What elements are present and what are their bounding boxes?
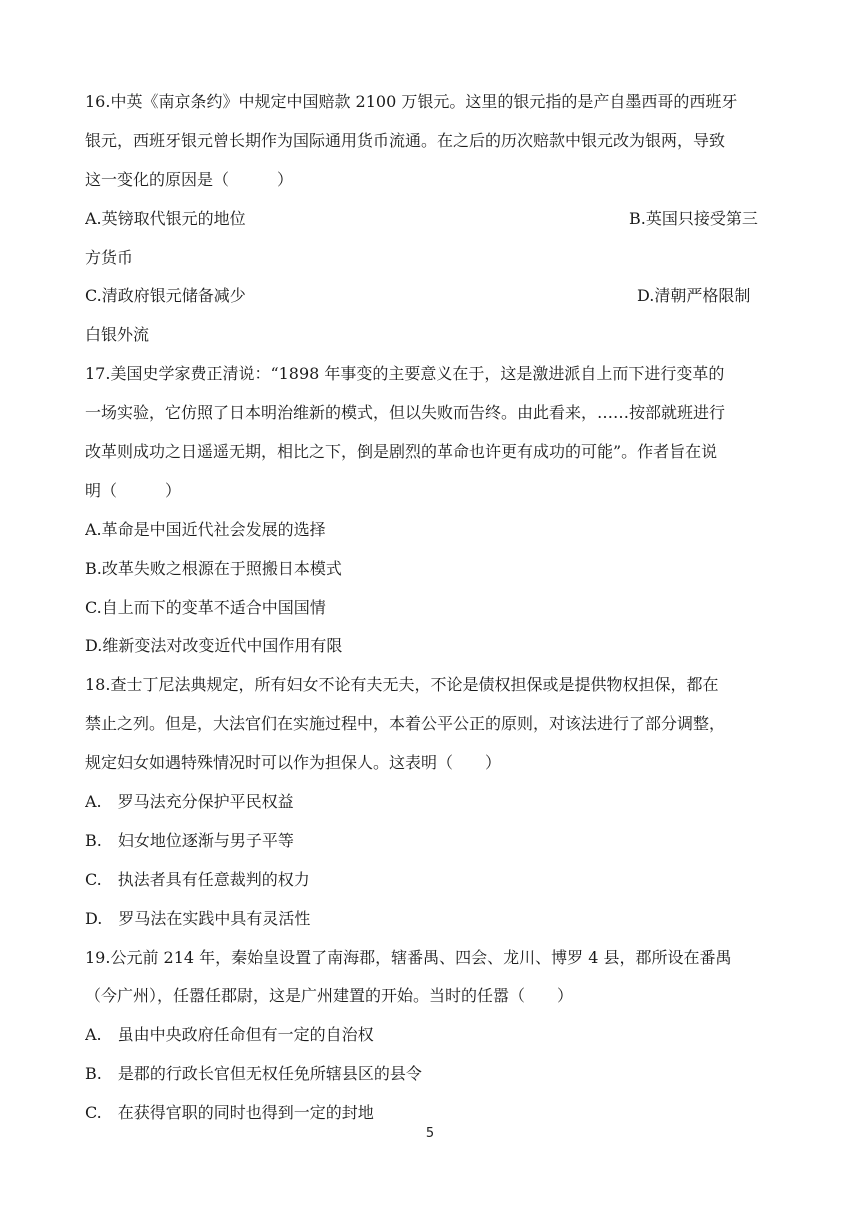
option-b: B.改革失败之根源在于照搬日本模式 xyxy=(85,558,342,578)
question-stem-line: 19.公元前 214 年，秦始皇设置了南海郡，辖番禺、四会、龙川、博罗 4 县，郡所设在番禺 xyxy=(85,947,732,967)
option-d: D.维新变法对改变近代中国作用有限 xyxy=(85,636,343,656)
option-c: C. 执法者具有任意裁判的权力 xyxy=(85,869,310,889)
option-d: D.清朝严格限制 xyxy=(637,286,751,306)
option-d: D. 罗马法在实践中具有灵活性 xyxy=(85,908,311,928)
option-a: A. 罗马法充分保护平民权益 xyxy=(85,792,294,812)
option-c: C. 在获得官职的同时也得到一定的封地 xyxy=(85,1103,374,1123)
option-c: C.自上而下的变革不适合中国国情 xyxy=(85,597,326,617)
question-stem-line: 规定妇女如遇特殊情况时可以作为担保人。这表明（ ） xyxy=(85,753,502,773)
question-stem-line: 这一变化的原因是（ ） xyxy=(85,169,294,189)
option-row xyxy=(85,277,775,316)
question-stem-line: 禁止之列。但是，大法官们在实施过程中，本着公平公正的原则，对该法进行了部分调整， xyxy=(85,714,726,734)
option-a: A.革命是中国近代社会发展的选择 xyxy=(85,519,326,539)
question-16 xyxy=(85,83,775,355)
question-stem-line: 银元，西班牙银元曾长期作为国际通用货币流通。在之后的历次赔款中银元改为银两，导致 xyxy=(85,130,726,150)
question-stem-line: 18.查士丁尼法典规定，所有妇女不论有夫无夫，不论是债权担保或是提供物权担保，都在 xyxy=(85,675,719,695)
question-18 xyxy=(85,666,775,938)
option-b: B.英国只接受第三 xyxy=(629,208,758,228)
question-17 xyxy=(85,355,775,666)
question-stem-line: 16.中英《南京条约》中规定中国赔款 2100 万银元。这里的银元指的是产自墨西哥的西班牙 xyxy=(85,92,738,111)
option-b: B. 是郡的行政长官但无权任免所辖县区的县令 xyxy=(85,1064,422,1084)
option-b: B. 妇女地位逐渐与男子平等 xyxy=(85,830,294,850)
option-a: A. 虽由中央政府任命但有一定的自治权 xyxy=(85,1025,374,1045)
option-d-continuation: 白银外流 xyxy=(85,325,150,345)
question-stem-line: （今广州），任嚣任郡尉，这是广州建置的开始。当时的任嚣（ ） xyxy=(85,986,574,1006)
question-stem-line: 一场实验，它仿照了日本明治维新的模式，但以失败而告终。由此看来，……按部就班进行 xyxy=(85,403,726,423)
question-stem-line: 明（ ） xyxy=(85,480,182,500)
option-b-continuation: 方货币 xyxy=(85,247,134,267)
option-a: A.英镑取代银元的地位 xyxy=(85,208,246,228)
option-row xyxy=(85,200,775,239)
question-stem-line: 改革则成功之日遥遥无期，相比之下，倒是剧烈的革命也许更有成功的可能”。作者旨在说 xyxy=(85,442,718,462)
page-number: 5 xyxy=(425,1126,435,1141)
page-content xyxy=(85,83,775,1133)
question-stem-line: 17.美国史学家费正清说：“1898 年事变的主要意义在于，这是激进派自上而下进行变革的 xyxy=(85,364,725,384)
question-19 xyxy=(85,939,775,1133)
option-c: C.清政府银元储备减少 xyxy=(85,286,246,306)
